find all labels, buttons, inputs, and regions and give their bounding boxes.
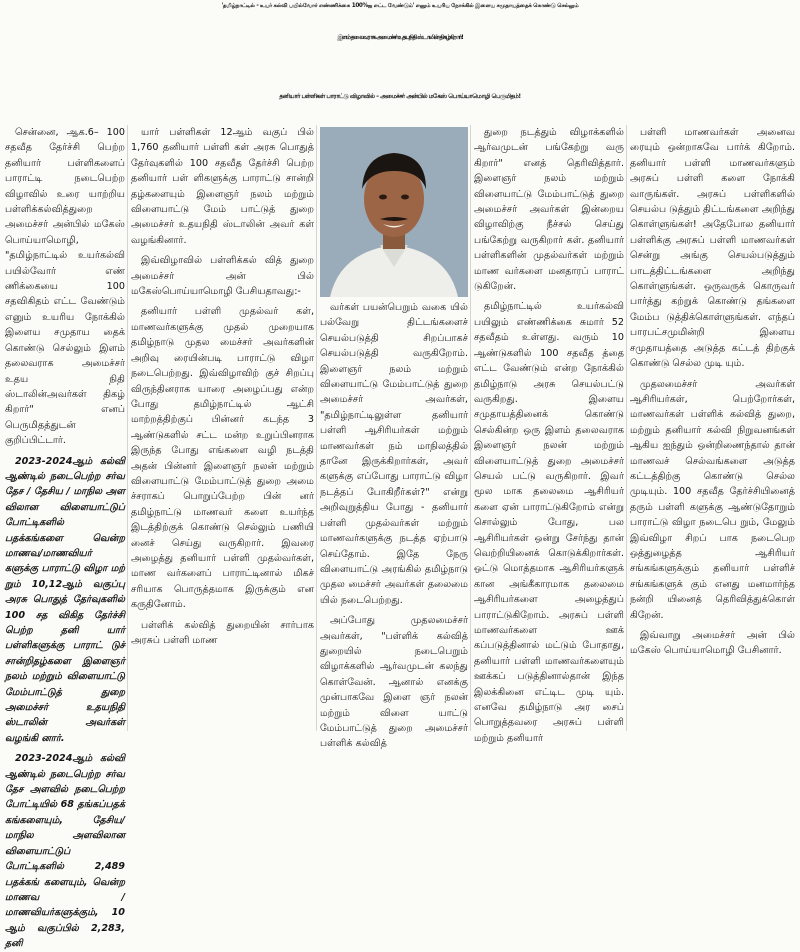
column-divider <box>127 125 128 731</box>
paragraph: யார் பள்ளிகள் 12ஆம் வகுப் பில் 1,760 தனியார் பள்ளி கள் அரசு பொதுத் தேர்வுகளில் 100 சதவீத தேர்ச்சி பெற்ற தனியார் பள் ளிகளுக்கு பாராட்டு சான்றி தழ்களையும் இளைஞர் நலம் மற்றும் விளையாட்டு மேம் பாட்டுத் துறை அமைச்சர் உதயநிதி ஸ்டாலின் அவர் கள் வழங்கினார். <box>131 127 314 246</box>
paragraph: 2023-2024ஆம் கல்வி ஆண்டில் நடைபெற்ற சர்வ தேச / தேசிய / மாநில அள விலான விளையாட்டுப் போட்டிகளில் பதக்கங்களை வென்ற மாணவ/மாணவியர் களுக்கு பாராட்டு விழா மற் றும் 10,12ஆம் வகுப்பு அரசு பொதுத் தேர்வுகளில் 100 சத விகித தேர்ச்சி பெற்ற தனி யார் பள்ளிகளுக்கு பாராட் டுச் சான்றிதழ்களை இளைஞர் நலம் மற்றும் விளையாட்டு மேம்பாட்டுத் துறை அமைச்சர் உதயநிதி ஸ்டாலின் அவர்கள் வழங்கி னார். <box>5 455 125 744</box>
kicker-tagline: 'தமிழ்நாட்டில் - உயர் கல்வி பயில்வோர் எண்ணிக்கை 100%ஐ எட்ட வேண்டும்' எனும் உயரிய நோக்கில் இளைய சமுதாயத்தைக் கொண்டு செல்லும் <box>221 3 579 9</box>
article-column-1 <box>5 125 125 950</box>
column-divider <box>316 125 317 731</box>
article-column-2 <box>131 125 314 731</box>
paragraph: சென்னை, ஆக.6– 100 சதவீத தேர்ச்சி பெற்ற தனியார் பள்ளிகளைப் பாராட்டி நடைபெற்ற விழாவில் உரை யாற்றிய பள்ளிக்கல்வித்துறை அமைச்சர் அன்பில் மகேஸ் பொய்யாமொழி, "தமிழ்நாட்டில் உயர்கல்வி பயில்வோர் எண் ணிக்கையை 100 சதவிகிதம் எட்ட வேண்டும் எனும் உயரிய நோக்கில் இளைய சமுதாய தைக் கொண்டு செல்லும் இளம் தலைவராக அமைச்சர் உதய நிதி ஸ்டாலின்அவர்கள் திகழ் கிறார்" எனப் பெருமிதத்துடன் குறிப்பிட்டார். <box>5 127 125 447</box>
subheadline: தனியார் பள்ளிகள் பாராட்டு விழாவில் – அமைச்சர் அன்பில் மகேஸ் பொய்யாமொழி பெருமிதம்! <box>279 93 521 100</box>
paragraph: இவ்வாறு அமைச்சர் அன் பில் மகேஸ் பொய்யாமொழி பேசினார். <box>630 630 795 657</box>
paragraph: 2023-2024ஆம் கல்வி ஆண்டில் நடைபெற்ற சர்வ தேச அளவில் நடைபெற்ற போட்டியில் 68 தங்கப்பதக் கங்களையும், தேசிய/மாநில அளவிலான விளையாட்டுப் போட்டிகளில் 2,489 பதக்கங் களையும், வென்ற மாணவ / மாணவியர்களுக்கும், 10 ஆம் வகுப்பில் 2,283, தனி <box>5 753 125 950</box>
paragraph: முதலமைச்சர் அவர்கள் ஆசிரியர்கள், பெற்றோர்கள், மாணவர்கள் பள்ளிக் கல்வித் துறை, மற்றும் தனியார் கல்வி நிறுவனங்கள் ஆகிய ஐந்தும் ஒன்றிணைந்தால் தான் மாணவச் செல்வங்களை அடுத்த கட்டத்திற்கு கொண்டு செல்ல முடியும். 100 சதவீத தேர்ச்சியினைத் தரும் பள்ளி களுக்கு ஆண்டுதோறும் பாராட்டு விழா நடைபெ றும், மேலும் இவ்விழா சிறப் பாக நடைபெற ஒத்துழைத்த ஆசிரியர் சங்கங்களுக்கும் தனியார் பள்ளிச் சங்கங்களுக் கும் எனது மனமார்ந்த நன்றி யினைத் தெரிவித்துக்கொள் கிறேன். <box>630 378 795 621</box>
article-column-4 <box>474 125 624 744</box>
paragraph: வர்கள் பயன்பெறும் வகை யில் பல்வேறு திட்டங்களைச் செயல்படுத்தி சிறப்பாகச் செயல்படுத்தி வருகிறோம். இளைஞர் நலம் மற்றும் விளையாட்டு மேம்பாட்டுத் துறை அமைச்சர் அவர்கள், "தமிழ்நாட்டிலுள்ள தனியார் பள்ளி ஆசிரியர்கள் மற்றும் மாணவர்கள் நம் மாநிலத்தில் தானே இருக்கிறார்கள், அவர் களுக்கு எப்போது பாராட்டு விழா நடத்தப் போகிறீர்கள்?" என்று அறிவுறுத்திய போது - தனியார் பள்ளி முதல்வர்கள் மற்றும் மாணவர்களுக்கு நடத்த ஏற்பாடு செய்தோம். இதே நேரு விளையாட்டு அரங்கில் தமிழ்நாடு முதல மைச்சர் அவர்கள் தலைமை யில் நடைபெற்றது. <box>320 302 468 606</box>
paragraph: தனியார் பள்ளி முதல்வர் கள், மாணவர்களுக்கு முதல் முறையாக தமிழ்நாடு முதல மைச்சர் அவர்களின் அறிவு ரையின்படி பாராட்டு விழா நடைபெற்றது. இவ்விழாவிற் குச் சிறப்பு விருந்தினராக யாரை அழைப்பது என்ற போது தமிழ்நாட்டில் ஆட்சி மாற்றத்திற்குப் பின்னர் கடந்த 3 ஆண்டுகளில் சட்ட மன்ற உறுப்பினராக இருந்த போது எங்களை வழி நடத்தி அதன் பின்னர் இளைஞர் நலன் மற்றும் விளையாட்டு மேம்பாட்டுத் துறை அமை ச்சராகப் பொறுப்பேற்ற பின் னர் தமிழ்நாட்டு மாணவர் களை உயர்ந்த இடத்திற்குக் கொண்டு செல்லும் பணியி னைச் செய்து வருகிறார். இவரை அழைத்து தனியார் பள்ளி முதல்வர்கள், மாண வர்களைப் பாராட்டினால் மிகச் சரியாக பொருத்தமாக இருக்கும் என கருதினோம். <box>131 306 314 611</box>
minister-portrait-photo <box>320 127 468 297</box>
headline: இளம் தலைவராக அமைச்சர் உதயநிதி ஸ்டாலின் திகழ்கிறார்! <box>337 34 463 41</box>
paragraph: துறை நடத்தும் விழாக்களில் ஆர்வமுடன் பங்கேற்று வரு கிறார்" எனத் தெரிவித்தார். இளைஞர் நலம் மற்றும் விளையாட்டு மேம்பாட்டுத் துறை அமைச்சர் அவர்கள் இன்றைய விழாவிற்கு நீச்சல் செய்து பங்கேற்று வருகிறார் கள். தனியார் பள்ளிகளின் முதல்வர்கள் மற்றும் மாண வர்களை மனதாரப் பாராட் டுகிறேன். <box>474 127 624 293</box>
paragraph: தமிழ்நாட்டில் உயர்கல்வி பயிலும் எண்ணிக்கை சுமார் 52 சதவீதம் உள்ளது. வரும் 10 ஆண்டுகளில் 100 சதவீத த்தை எட்ட வேண்டும் என்ற நோக்கில் தமிழ்நாடு அரசு செயல்பட்டு வருகிறது. இளைய சமுதாயத்தினைக் கொண்டு செல்கின்ற ஒரு இளம் தலைவராக இளைஞர் நலன் மற்றும் விளையாட்டுத் துறை அமைச்சர் செயல் பட்டு வருகிறார். இவர் மூல மாக தலைமை ஆசிரியர் களை ஏன் பாராட்டுகிறோம் என்று சொல்லும் போது, பல ஆசிரியர்கள் ஒன்று சேர்ந்து தான் வெற்றியினைக் கொடுக்கிறார்கள். ஒட்டு மொத்தமாக ஆசிரியர்களுக் கான அங்கீகாரமாக தலைமை ஆசிரியர்களை அழைத்துப் பாராட்டுகிறோம். அரசுப் பள்ளி மாணவர்களை ஊக் கப்படுத்தினால் மட்டும் போதாது, தனியார் பள்ளி மாணவர்களையும் ஊக்கப் படுத்தினால்தான் இந்த இலக்கினை எட்டிட முடி யும். எனவே தமிழ்நாடு அர சைப் பொறுத்தவரை அரசுப் பள்ளி மற்றும் தனியார் <box>474 301 624 744</box>
column-divider <box>470 125 471 731</box>
article-column-5 <box>630 125 795 731</box>
paragraph: பள்ளிக் கல்வித் துறையின் சார்பாக அரசுப் பள்ளி மாண <box>131 619 314 646</box>
column-divider <box>626 125 627 731</box>
paragraph: பள்ளி மாணவர்கள் அனைவ ரையும் ஒன்றாகவே பார்க் கிறோம். தனியார் பள்ளி மாணவர்களும் அரசுப் பள்ளி களை நோக்கி வாருங்கள். அரசுப் பள்ளிகளில் செயல்ப டுத்தும் திட்டங்களை அறிந்து கொள்ளுங்கள்! அதேபோல தனியார் பள்ளிக்கு அரசுப் பள்ளி மாணவர்கள் சென்று அங்கு செயல்படுத்தும் பாடத்திட்டங்களை அறிந்து கொள்ளுங்கள். ஒருவருக் கொருவர் பார்த்து கற்றுக் கொண்டு தங்களை மேம்ப டுத்திக்கொள்ளுங்கள். எந்தப் பாரபட்சமுமின்றி இளைய சமுதாயத்தை அடுத்த கட்டத் திற்குக் கொண்டு செல்ல முடி யும். <box>630 127 795 370</box>
article-column-3 <box>320 300 468 750</box>
paragraph: அப்போது முதலமைச்சர் அவர்கள், "பள்ளிக் கல்வித் துறையில் நடைபெறும் விழாக்களில் ஆர்வமுடன் கலந்து கொள்வேன். ஆனால் எனக்கு முன்பாகவே இளை ஞர் நலன் மற்றும் விளை யாட்டு மேம்பாட்டுத் துறை அமைச்சர் பள்ளிக் கல்வித் <box>320 615 468 750</box>
paragraph: இவ்விழாவில் பள்ளிக்கல் வித் துறை அமைச்சர் அன் பில் மகேஸ்பொய்யாமொழி பேசியதாவது:- <box>131 255 314 298</box>
